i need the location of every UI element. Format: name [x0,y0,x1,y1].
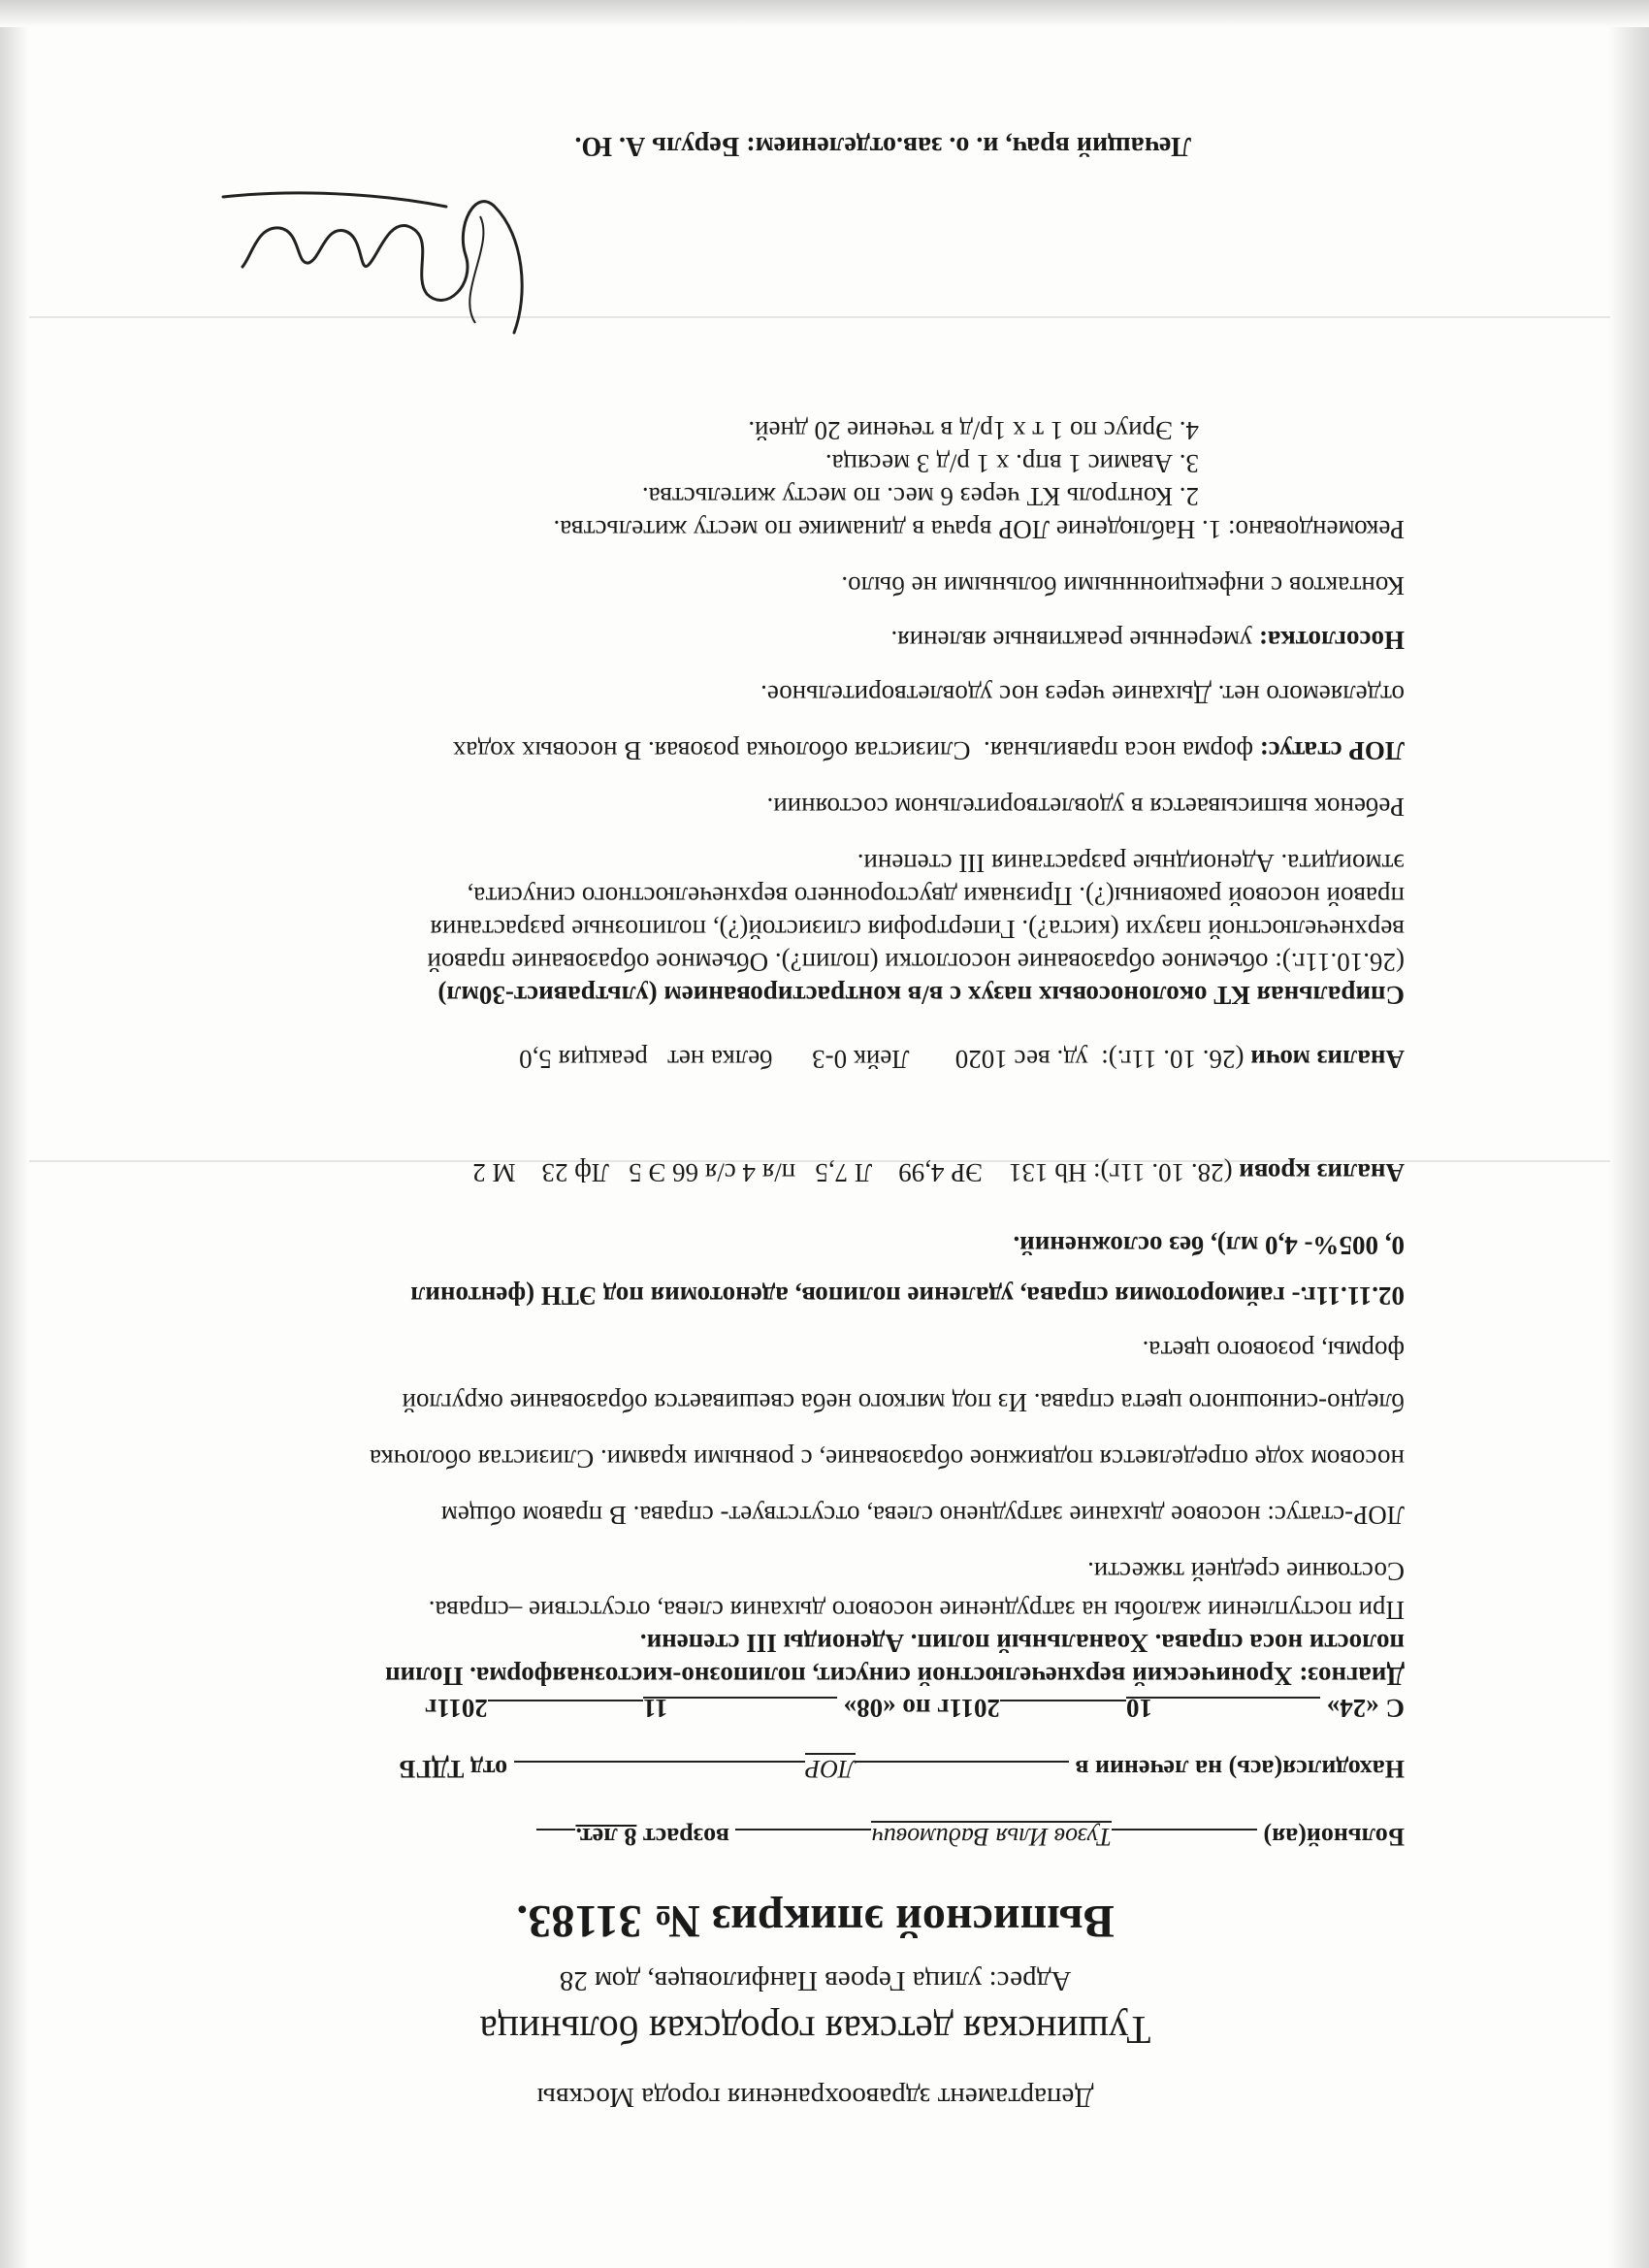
urine-test-line [519,1044,1405,1075]
blood-test-label: Анализ крови [1239,1158,1405,1187]
scan-edge-left [1608,0,1649,2268]
admission-complaints: При поступлении жалобы на затруднение носового дыхания слева, отсутствие –справа. [428,1596,1405,1625]
ct-text: правой носовой раковины(?). Признаки двустороннего верхнечелюстного синусита, [467,882,1405,911]
handwritten-signature [213,158,534,352]
lor-status-text: формы, розового цвета. [1142,1336,1405,1365]
date-from-prefix: С «24» [1326,1694,1405,1723]
operation-text: 0, 005%- 4,0 мл), без осложнений. [1013,1231,1405,1260]
lor-discharge-label: ЛОР статус: [1259,736,1405,765]
diagnosis-line-2: полости носа справа. Хоанальный полип. Аденоиды III степени. [639,1629,1405,1658]
recommendation-item: 3. Авамис 1 впр. х 1 р/д 3 месяца. [824,449,1199,478]
date-from-month: 10 [1126,1694,1152,1723]
nasopharynx-text: умеренные реактивные явления. [890,626,1259,655]
patient-age: 8 лет. [575,1823,637,1851]
contacts-text: Контактов с инфекционнными больными не было. [841,571,1405,600]
stay-unit: отд ТДГБ [399,1755,508,1783]
underline-field [735,1829,871,1856]
page-title: Выписной эпикриз № 31183. [516,1895,1115,1947]
recommendation-item: Рекомендовано: 1. Наблюдение ЛОР врача в динамике по месту жительства. [553,515,1405,544]
date-to-year: 2011г [425,1694,488,1723]
date-to-month: 11 [642,1694,668,1723]
age-label: возраст [642,1823,729,1851]
department-header: Департамент здравоохранения города Москвы [536,2082,1094,2113]
urine-test-label: Анализ мочи [1250,1045,1405,1074]
date-from-year: 2011г по «08» [843,1694,1000,1723]
recommendation-item: 2. Контроль КТ через 6 мес. по месту жительства. [641,482,1199,511]
recommendation-item: 4. Эриус по 1 т х 1р/д в течение 20 дней. [748,416,1199,445]
urine-test-values: (26. 10. 11г.): уд. вес 1020 Лейк 0-3 белка нет реакция 5,0 [519,1045,1245,1074]
lor-discharge-text: форма носа правильная. Слизистая оболочка розовая. В носовых ходах [452,736,1260,765]
patient-name: Тузов Илья Вадимович [871,1823,1112,1851]
underline-field [1112,1829,1257,1856]
lor-status-text: бледно-синюшного цвета справа. Из под мягкого неба свешивается образование округлой [402,1388,1405,1417]
lor-discharge-text: отделяемого нет. Дыхание через нос удовлетворительное. [760,680,1405,709]
nasopharynx-line [890,625,1405,656]
lor-status-text: носовом ходе определяется подвижное образование, с ровными краями. Слизистая оболочка [369,1444,1405,1474]
operation-text: 02.11.11г.- гайморотомия справа, удаление полипов, аденотомия под ЭТН (фентонил [410,1281,1405,1311]
underline-field [856,1761,1069,1788]
hospital-name: Тушинская детская городская больница [479,2008,1151,2053]
date-to-month-field [642,1694,837,1724]
stay-label: Находился(ась) на лечении в [1075,1755,1405,1783]
patient-line [536,1821,1405,1856]
underline-field [1000,1700,1126,1727]
ct-text: этмоидита. Аденоидные разрастания III степени. [857,849,1405,878]
ct-text: верхнечелюстной пазухи (киста?). Гипертрофия слизистой(?), полипозные разрастания [430,915,1405,944]
lor-discharge-line [453,735,1405,766]
diagnosis-line-1: Диагноз: Хронический верхнечелюстной синусит, полипозно-кистознаяформа. Полип [385,1662,1405,1691]
underline-field [488,1700,643,1727]
condition-text: Состояние средней тяжести. [1087,1557,1405,1586]
date-from-month-field [1126,1694,1320,1724]
underline-field [514,1761,805,1788]
doctor-signature-line: Лечащий врач, и. о. зав.отделением: Беруль А. Ю. [574,131,1191,161]
scan-edge-right [0,0,29,2268]
stay-dates [425,1693,1405,1727]
lor-status-text: ЛОР-статус: носовое дыхание затруднено слева, отсутствует- справа. В правом общем [440,1501,1405,1530]
scan-edge-bottom [0,0,1649,27]
blood-test-line [472,1157,1405,1188]
blood-test-values: (28. 10. 11г): Нb 131 ЭР 4,99 Л 7,5 п/я 4 с/я 66 Э 5 Лф 23 М 2 [472,1158,1233,1187]
patient-label: Больной(ая) [1263,1823,1405,1851]
underline-field [536,1829,575,1856]
discharge-status: Ребенок выписывается в удовлетворительном состоянии. [766,793,1405,822]
ct-text: (26.10.11г.): объемное образование носоглотки (полип?). Объемное образование правой [427,948,1405,977]
nasopharynx-label: Носоглотка: [1258,626,1405,655]
stay-department: ЛОР [804,1755,856,1783]
hospital-address: Адрес: улица Героев Панфиловцев, дом 28 [559,1965,1072,1996]
stay-line [399,1753,1405,1788]
ct-text: Спиральная КТ околоносовых пазух с в/в контрастированием (ультравист-30мл) [437,981,1405,1010]
